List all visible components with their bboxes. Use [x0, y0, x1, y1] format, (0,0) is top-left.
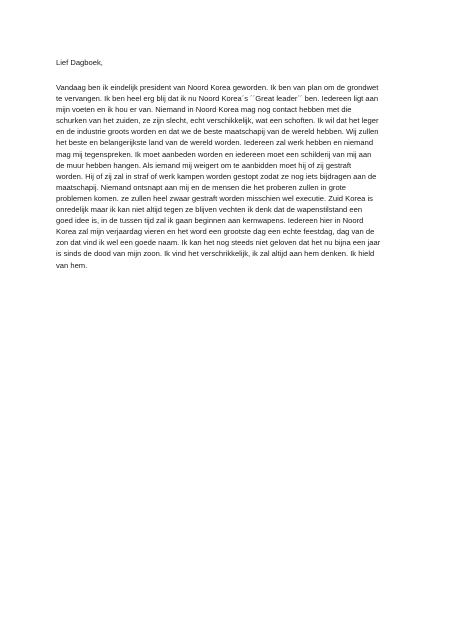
body-line: goed idee is, in de tussen tijd zal ik gaan beginnen aan kernwapens. Iedereen hier in Noord — [56, 216, 364, 226]
body-line: mag mij tegenspreken. Ik moet aanbeden worden en iedereen moet een schilderij van mij aan — [56, 149, 372, 159]
body-line: maatschapij. Niemand ontsnapt aan mij en de mensen die het proberen zullen in grote — [56, 182, 347, 192]
diary-entry-body — [56, 82, 424, 271]
body-line: de muur hebben hangen. Als iemand mij weigert om te aanbidden moet hij of zij gestraft — [56, 160, 352, 170]
body-line: problemen komen. ze zullen heel zwaar gestraft worden misschien wel executie. Zuid Korea is — [56, 193, 373, 203]
diary-salutation: Lief Dagboek, — [56, 58, 103, 67]
body-line: van hem. — [56, 260, 88, 270]
body-line: mijn voeten en ik hou er van. Niemand in Noord Korea mag nog contact hebben met die — [56, 105, 352, 115]
body-line: zon dat vind ik wel een goede naam. Ik kan het nog steeds niet geloven dat het nu bijna een jaar — [56, 238, 381, 248]
body-line: en de industrie groots worden en dat we de beste maatschapij van de wereld hebben. Wij zullen — [56, 127, 379, 137]
body-line: Korea zal mijn verjaardag vieren en het word een grootste dag een echte feestdag, dag van de — [56, 227, 375, 237]
body-line: het beste en belangerijkste land van de wereld worden. Iedereen zal werk hebben en niemand — [56, 138, 374, 148]
body-line: schurken van het zuiden, ze zijn slecht, echt verschikkelijk, wat een schoften. Ik wil dat het leger — [56, 116, 379, 126]
body-line: worden. Hij of zij zal in straf of werk kampen worden gestopt zodat ze nog iets bijdragen aan de — [56, 171, 377, 181]
body-line: te vervangen. Ik ben heel erg blij dat ik nu Noord Korea´s ´´Great leader´´ ben. Iedereen ligt aan — [56, 94, 379, 104]
body-line: onredelijk maar ik kan niet altijd tegen ze blijven vechten ik denk dat de wapenstilstand een — [56, 205, 363, 215]
body-line: Vandaag ben ik eindelijk president van Noord Korea geworden. Ik ben van plan om de grondwet — [56, 83, 379, 92]
body-line: is sinds de dood van mijn zoon. Ik vind het verschrikkelijk, ik zal altijd aan hem denken. Ik hield — [56, 249, 375, 259]
